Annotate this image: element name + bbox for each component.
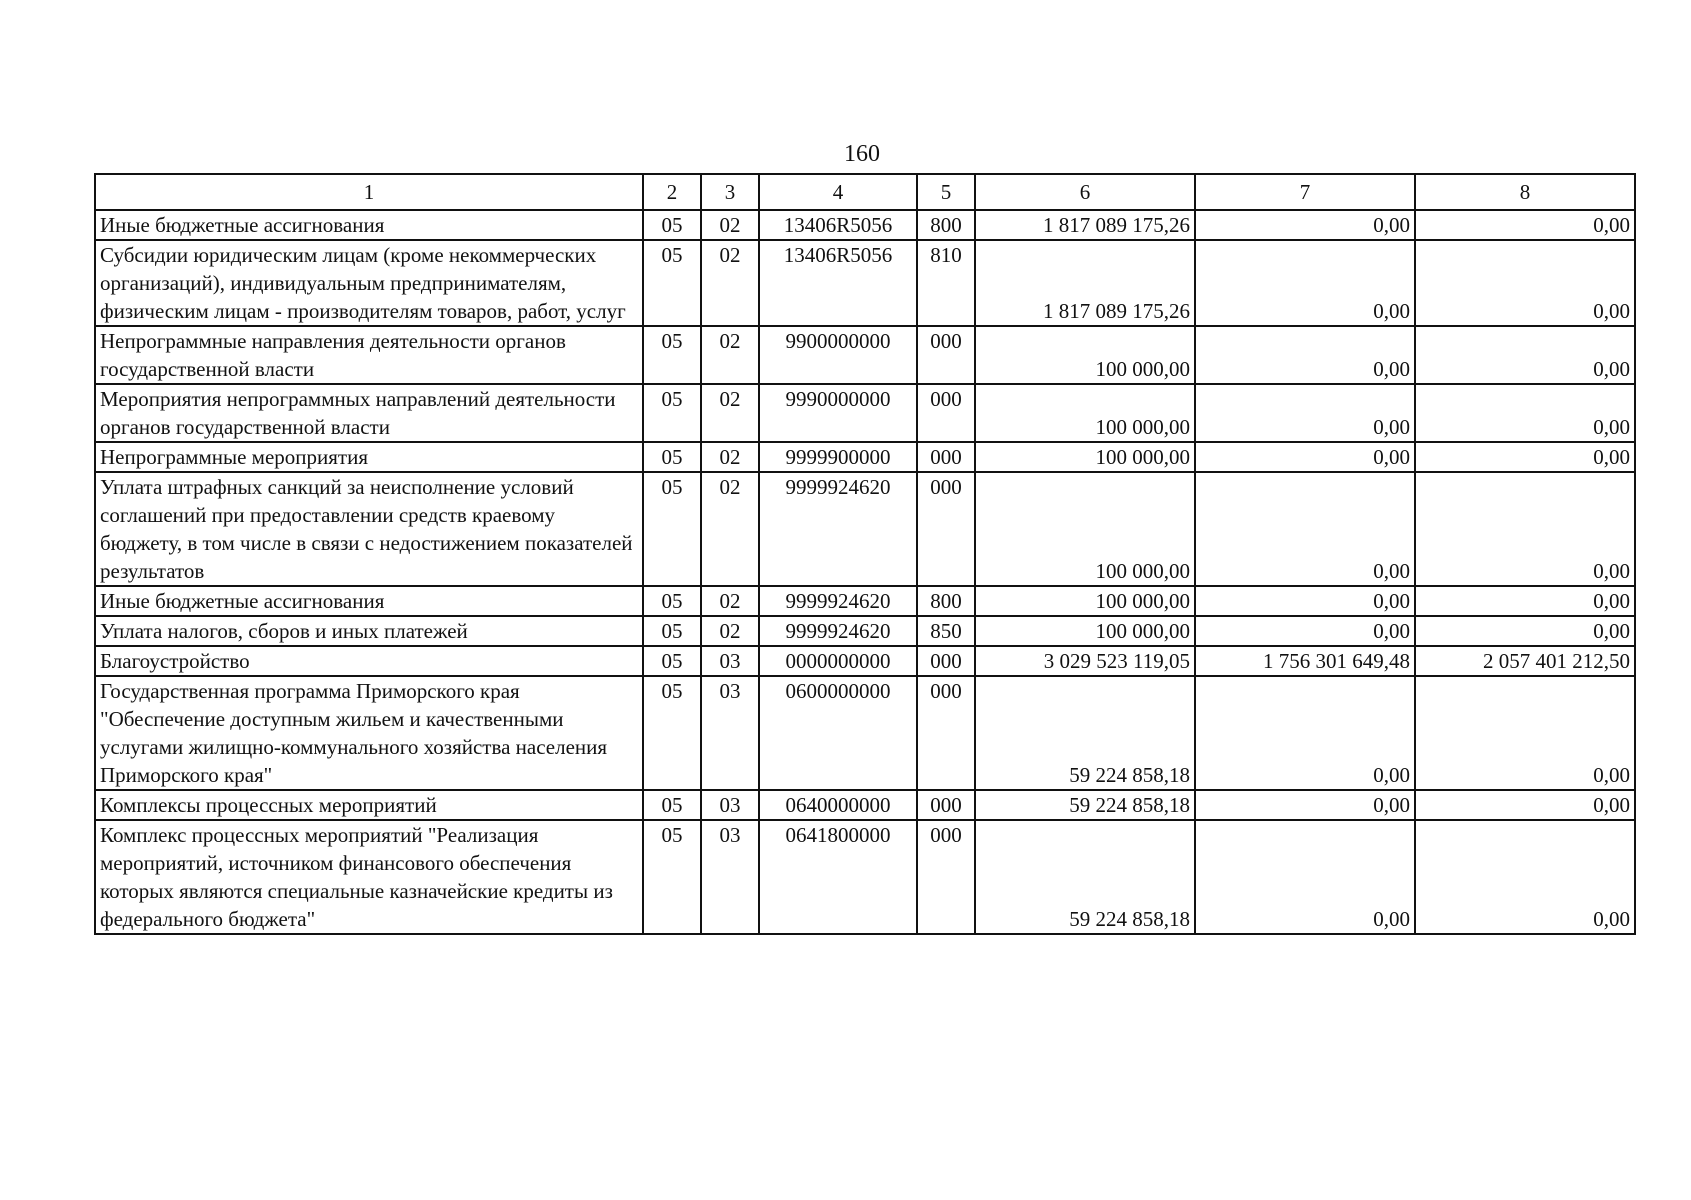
section-cell: 05	[643, 820, 701, 934]
amount-col6-cell: 100 000,00	[975, 586, 1195, 616]
section-cell: 05	[643, 240, 701, 326]
target-article-cell: 0640000000	[759, 790, 917, 820]
amount-col6-cell: 1 817 089 175,26	[975, 210, 1195, 240]
amount-col8-cell: 0,00	[1415, 240, 1635, 326]
row-name-cell: Уплата штрафных санкций за неисполнение условий соглашений при предоставлении средств краевому бюджету, в том числе в связи с недостижением показателей результатов	[95, 472, 643, 586]
expense-type-cell: 000	[917, 326, 975, 384]
table-row	[95, 442, 1635, 472]
table-row	[95, 646, 1635, 676]
expense-type-cell: 000	[917, 472, 975, 586]
section-cell: 05	[643, 442, 701, 472]
amount-col6-cell: 59 224 858,18	[975, 676, 1195, 790]
expense-type-cell: 000	[917, 646, 975, 676]
table-row	[95, 240, 1635, 326]
amount-col7-cell: 0,00	[1195, 442, 1415, 472]
amount-col6-cell: 3 029 523 119,05	[975, 646, 1195, 676]
header-row	[95, 174, 1635, 210]
target-article-cell: 0600000000	[759, 676, 917, 790]
budget-table	[94, 173, 1636, 935]
section-cell: 05	[643, 676, 701, 790]
section-cell: 05	[643, 790, 701, 820]
column-header: 5	[917, 174, 975, 210]
amount-col7-cell: 1 756 301 649,48	[1195, 646, 1415, 676]
amount-col7-cell: 0,00	[1195, 472, 1415, 586]
amount-col6-cell: 100 000,00	[975, 616, 1195, 646]
table-row	[95, 820, 1635, 934]
subsection-cell: 02	[701, 326, 759, 384]
target-article-cell: 13406R5056	[759, 240, 917, 326]
section-cell: 05	[643, 646, 701, 676]
row-name-cell: Уплата налогов, сборов и иных платежей	[95, 616, 643, 646]
row-name-cell: Мероприятия непрограммных направлений деятельности органов государственной власти	[95, 384, 643, 442]
row-name-cell: Комплекс процессных мероприятий "Реализация мероприятий, источником финансового обеспечения которых являются специальные казначейские кредиты из федерального бюджета"	[95, 820, 643, 934]
section-cell: 05	[643, 472, 701, 586]
amount-col8-cell: 0,00	[1415, 442, 1635, 472]
row-name-cell: Комплексы процессных мероприятий	[95, 790, 643, 820]
amount-col6-cell: 100 000,00	[975, 442, 1195, 472]
target-article-cell: 9990000000	[759, 384, 917, 442]
subsection-cell: 02	[701, 442, 759, 472]
amount-col8-cell: 0,00	[1415, 472, 1635, 586]
amount-col8-cell: 0,00	[1415, 676, 1635, 790]
subsection-cell: 03	[701, 676, 759, 790]
amount-col8-cell: 0,00	[1415, 616, 1635, 646]
amount-col7-cell: 0,00	[1195, 326, 1415, 384]
amount-col7-cell: 0,00	[1195, 384, 1415, 442]
expense-type-cell: 800	[917, 586, 975, 616]
amount-col6-cell: 100 000,00	[975, 384, 1195, 442]
table-row	[95, 616, 1635, 646]
section-cell: 05	[643, 326, 701, 384]
amount-col6-cell: 59 224 858,18	[975, 790, 1195, 820]
section-cell: 05	[643, 210, 701, 240]
expense-type-cell: 000	[917, 676, 975, 790]
amount-col7-cell: 0,00	[1195, 790, 1415, 820]
amount-col6-cell: 59 224 858,18	[975, 820, 1195, 934]
amount-col8-cell: 2 057 401 212,50	[1415, 646, 1635, 676]
target-article-cell: 0641800000	[759, 820, 917, 934]
amount-col8-cell: 0,00	[1415, 790, 1635, 820]
row-name-cell: Непрограммные направления деятельности органов государственной власти	[95, 326, 643, 384]
expense-type-cell: 000	[917, 442, 975, 472]
table-row	[95, 790, 1635, 820]
table-row	[95, 676, 1635, 790]
row-name-cell: Иные бюджетные ассигнования	[95, 586, 643, 616]
row-name-cell: Государственная программа Приморского края "Обеспечение доступным жильем и качественными услугами жилищно-коммунального хозяйства населения Приморского края"	[95, 676, 643, 790]
column-header: 7	[1195, 174, 1415, 210]
subsection-cell: 03	[701, 790, 759, 820]
expense-type-cell: 000	[917, 820, 975, 934]
column-header: 4	[759, 174, 917, 210]
page-number: 160	[844, 141, 880, 167]
target-article-cell: 9999924620	[759, 616, 917, 646]
column-header: 3	[701, 174, 759, 210]
table-row	[95, 472, 1635, 586]
amount-col6-cell: 100 000,00	[975, 326, 1195, 384]
amount-col8-cell: 0,00	[1415, 326, 1635, 384]
amount-col8-cell: 0,00	[1415, 820, 1635, 934]
section-cell: 05	[643, 384, 701, 442]
expense-type-cell: 000	[917, 384, 975, 442]
subsection-cell: 02	[701, 616, 759, 646]
amount-col7-cell: 0,00	[1195, 210, 1415, 240]
expense-type-cell: 810	[917, 240, 975, 326]
subsection-cell: 02	[701, 586, 759, 616]
subsection-cell: 02	[701, 240, 759, 326]
target-article-cell: 9999924620	[759, 472, 917, 586]
section-cell: 05	[643, 586, 701, 616]
amount-col8-cell: 0,00	[1415, 384, 1635, 442]
target-article-cell: 0000000000	[759, 646, 917, 676]
subsection-cell: 03	[701, 646, 759, 676]
subsection-cell: 02	[701, 210, 759, 240]
row-name-cell: Субсидии юридическим лицам (кроме некоммерческих организаций), индивидуальным предпринимателям, физическим лицам - производителям товаров, работ, услуг	[95, 240, 643, 326]
target-article-cell: 13406R5056	[759, 210, 917, 240]
table-row	[95, 586, 1635, 616]
amount-col8-cell: 0,00	[1415, 210, 1635, 240]
column-header: 6	[975, 174, 1195, 210]
table-row	[95, 384, 1635, 442]
amount-col8-cell: 0,00	[1415, 586, 1635, 616]
table-row	[95, 210, 1635, 240]
row-name-cell: Благоустройство	[95, 646, 643, 676]
expense-type-cell: 000	[917, 790, 975, 820]
amount-col6-cell: 100 000,00	[975, 472, 1195, 586]
table-body	[95, 210, 1635, 934]
subsection-cell: 02	[701, 472, 759, 586]
amount-col7-cell: 0,00	[1195, 676, 1415, 790]
amount-col7-cell: 0,00	[1195, 586, 1415, 616]
column-header: 2	[643, 174, 701, 210]
section-cell: 05	[643, 616, 701, 646]
table-row	[95, 326, 1635, 384]
target-article-cell: 9999924620	[759, 586, 917, 616]
column-header: 8	[1415, 174, 1635, 210]
target-article-cell: 9900000000	[759, 326, 917, 384]
subsection-cell: 02	[701, 384, 759, 442]
amount-col6-cell: 1 817 089 175,26	[975, 240, 1195, 326]
target-article-cell: 9999900000	[759, 442, 917, 472]
expense-type-cell: 850	[917, 616, 975, 646]
row-name-cell: Непрограммные мероприятия	[95, 442, 643, 472]
column-header: 1	[95, 174, 643, 210]
subsection-cell: 03	[701, 820, 759, 934]
amount-col7-cell: 0,00	[1195, 240, 1415, 326]
amount-col7-cell: 0,00	[1195, 616, 1415, 646]
row-name-cell: Иные бюджетные ассигнования	[95, 210, 643, 240]
amount-col7-cell: 0,00	[1195, 820, 1415, 934]
expense-type-cell: 800	[917, 210, 975, 240]
